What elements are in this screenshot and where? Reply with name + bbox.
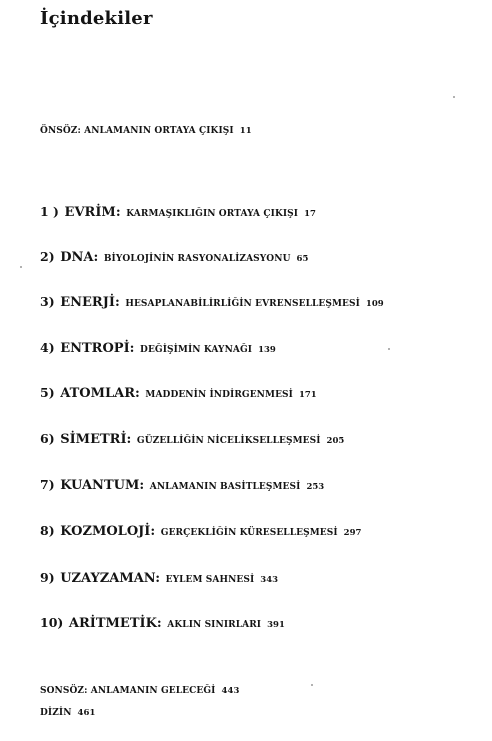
entry-page-number: 11 <box>239 126 252 136</box>
chapter-subtitle: MADDENİN İNDİRGENMESİ <box>145 390 293 400</box>
chapter-title: ATOMLAR <box>60 386 135 401</box>
chapter-page-number: 391 <box>267 620 285 630</box>
toc-entry-chapter: 9) UZAYZAMAN: EYLEM SAHNESİ 343 <box>40 570 279 586</box>
chapter-title: DNA <box>60 250 94 265</box>
chapter-number: 8) <box>40 523 55 538</box>
chapter-title: KOZMOLOJİ <box>60 524 151 539</box>
chapter-page-number: 253 <box>306 482 325 492</box>
toc-entry-chapter: 1 ) EVRİM: KARMAŞIKLIĞIN ORTAYA ÇIKIŞI 17 <box>40 204 316 220</box>
chapter-number: 1 ) <box>40 204 59 219</box>
chapter-number: 7) <box>40 477 55 492</box>
toc-entry-afterword <box>40 686 240 696</box>
chapter-page-number: 205 <box>326 436 345 446</box>
chapter-subtitle: AKLIN SINIRLARI <box>167 620 262 630</box>
toc-entry-chapter: 7) KUANTUM: ANLAMANIN BASİTLEŞMESİ 253 <box>40 477 325 493</box>
chapter-title: SİMETRİ <box>60 432 127 447</box>
chapter-title: ARİTMETİK <box>68 616 157 631</box>
chapter-page-number: 343 <box>260 575 279 585</box>
toc-entry-chapter: 3) ENERJİ: HESAPLANABİLİRLİĞİN EVRENSELLEŞMESİ 109 <box>40 294 384 310</box>
entry-page-number: 461 <box>77 708 96 718</box>
chapter-number: 3) <box>40 294 55 309</box>
chapter-number: 9) <box>40 570 55 585</box>
chapter-number: 4) <box>40 340 55 355</box>
entry-title: ÖNSÖZ: ANLAMANIN ORTAYA ÇIKIŞI <box>40 126 234 136</box>
chapter-page-number: 297 <box>343 528 362 538</box>
chapter-number: 5) <box>40 385 55 400</box>
chapter-subtitle: KARMAŞIKLIĞIN ORTAYA ÇIKIŞI <box>126 209 299 219</box>
chapter-title: ENTROPİ <box>60 341 130 356</box>
entry-title: SONSÖZ: ANLAMANIN GELECEĞİ <box>40 686 216 696</box>
toc-entry-chapter: 6) SİMETRİ: GÜZELLİĞİN NİCELİKSELLEŞMESİ 205 <box>40 431 345 447</box>
chapter-page-number: 139 <box>258 345 276 355</box>
chapter-page-number: 65 <box>296 254 309 264</box>
scan-speck <box>388 348 390 350</box>
chapter-title: KUANTUM <box>60 478 140 493</box>
chapter-title: UZAYZAMAN <box>60 571 156 586</box>
chapter-subtitle: EYLEM SAHNESİ <box>165 575 255 585</box>
chapter-number: 10) <box>40 615 64 630</box>
toc-entry-chapter: 5) ATOMLAR: MADDENİN İNDİRGENMESİ 171 <box>40 385 317 401</box>
chapter-subtitle: BİYOLOJİNİN RASYONALİZASYONU <box>103 254 291 264</box>
scan-speck <box>453 96 455 98</box>
chapter-page-number: 109 <box>365 299 384 309</box>
scan-speck <box>20 266 22 268</box>
chapter-page-number: 17 <box>304 209 316 219</box>
chapter-title: EVRİM <box>64 205 116 220</box>
entry-page-number: 443 <box>221 686 240 696</box>
page-title: İçindekiler <box>40 8 153 29</box>
chapter-subtitle: HESAPLANABİLİRLİĞİN EVRENSELLEŞMESİ <box>125 299 360 309</box>
toc-entry-chapter: 2) DNA: BİYOLOJİNİN RASYONALİZASYONU 65 <box>40 249 309 265</box>
chapter-subtitle: DEĞİŞİMİN KAYNAĞI <box>140 345 253 355</box>
chapter-subtitle: GERÇEKLİĞİN KÜRESELLEŞMESİ <box>160 528 338 538</box>
chapter-number: 6) <box>40 431 55 446</box>
chapter-subtitle: ANLAMANIN BASİTLEŞMESİ <box>149 482 301 492</box>
chapter-title: ENERJİ <box>60 295 115 310</box>
chapter-page-number: 171 <box>298 390 317 400</box>
toc-entry-chapter: 4) ENTROPİ: DEĞİŞİMİN KAYNAĞI 139 <box>40 340 276 356</box>
toc-entry-index <box>40 708 96 718</box>
toc-entry-chapter: 10) ARİTMETİK: AKLIN SINIRLARI 391 <box>40 615 285 631</box>
toc-entry-chapter: 8) KOZMOLOJİ: GERÇEKLİĞİN KÜRESELLEŞMESİ 297 <box>40 523 362 539</box>
scan-speck <box>311 684 313 686</box>
toc-entry-preface <box>40 126 252 136</box>
entry-title: DİZİN <box>40 708 72 718</box>
chapter-number: 2) <box>40 249 55 264</box>
chapter-subtitle: GÜZELLİĞİN NİCELİKSELLEŞMESİ <box>136 436 321 446</box>
